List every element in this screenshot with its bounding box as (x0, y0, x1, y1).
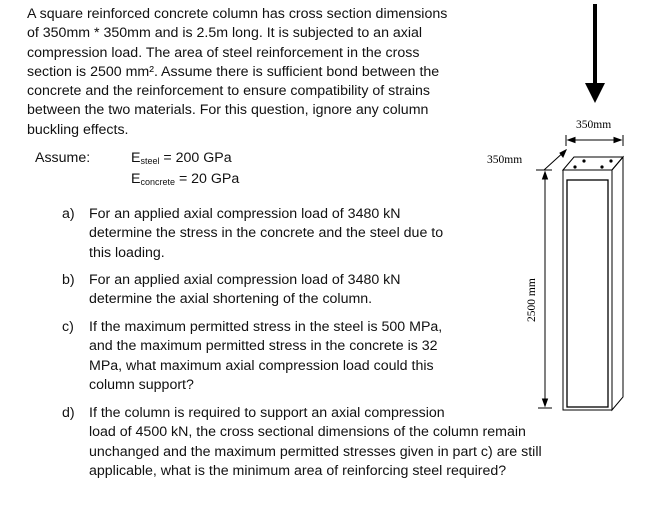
question-label: d) (62, 405, 75, 421)
question-line: For an applied axial compression load of 3480 kN (89, 206, 401, 222)
intro-line: of 350mm * 350mm and is 2.5m long. It is subjected to an axial (27, 25, 423, 42)
rebar-dots (573, 159, 612, 168)
question-line: MPa, what maximum axial compression load could this (89, 357, 434, 374)
question-label: a) (62, 206, 75, 222)
width-dimension-line (566, 135, 623, 146)
question-line: and the maximum permitted stress in the concrete is 32 (89, 338, 438, 355)
e-concrete-value: = 20 GPa (175, 171, 240, 187)
load-arrow-icon (585, 4, 605, 103)
length-dimension-label: 2500 mm (526, 278, 538, 322)
question-line: column support? (89, 376, 194, 393)
question-line: If the maximum permitted stress in the steel is 500 MPa, (89, 319, 443, 335)
length-dimension-line (538, 170, 552, 408)
intro-line: between the two materials. For this question, ignore any column (27, 102, 429, 119)
intro-line: concrete and the reinforcement to ensure compatibility of strains (27, 83, 430, 100)
intro-line: A square reinforced concrete column has cross section dimensions (27, 6, 448, 22)
e-steel-value: = 200 GPa (159, 150, 232, 166)
question-line: load of 4500 kN, the cross sectional dimensions of the column remain (89, 424, 526, 441)
question-line: If the column is required to support an axial compression (89, 405, 445, 421)
question-line: For an applied axial compression load of 3480 kN (89, 272, 401, 288)
question-label: b) (62, 272, 75, 288)
intro-line: compression load. The area of steel reinforcement in the cross (27, 44, 420, 61)
question-line: applicable, what is the minimum area of reinforcing steel required? (89, 462, 507, 479)
width-dimension-label: 350mm (576, 119, 612, 131)
question-line: unchanged and the maximum permitted stresses given in part c) are still (89, 443, 542, 460)
e-steel-subscript: steel (140, 156, 160, 166)
depth-dimension-line (536, 150, 566, 170)
question-label: c) (62, 319, 74, 335)
assume-label: Assume: (35, 150, 91, 166)
e-concrete-subscript: concrete (140, 177, 175, 187)
question-line: determine the stress in the concrete and the steel due to (89, 225, 444, 242)
e-concrete-symbol: E (131, 171, 141, 187)
depth-dimension-label: 350mm (487, 154, 523, 166)
question-line: this loading. (89, 244, 165, 261)
e-steel-symbol: E (131, 150, 141, 166)
intro-line: buckling effects. (27, 121, 129, 138)
column-body (563, 157, 623, 410)
intro-line: section is 2500 mm². Assume there is sufficient bond between the (27, 63, 440, 80)
question-line: determine the axial shortening of the column. (89, 291, 373, 308)
